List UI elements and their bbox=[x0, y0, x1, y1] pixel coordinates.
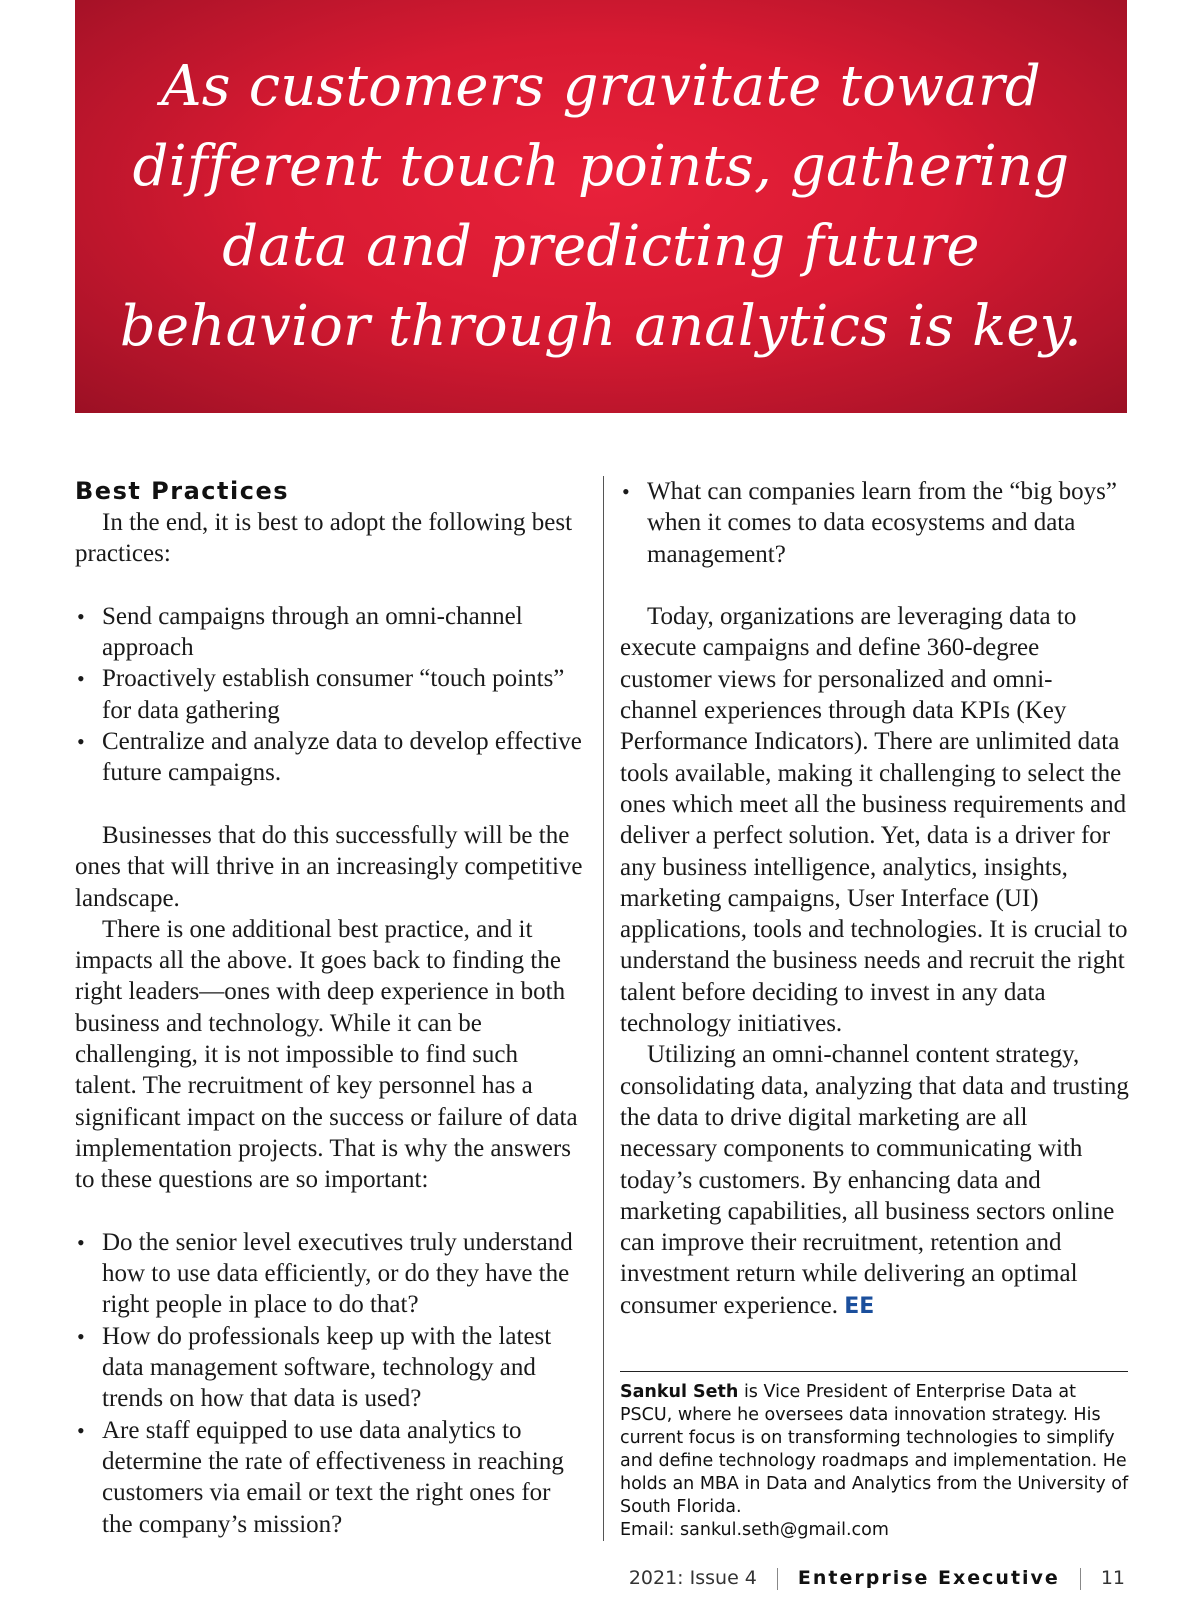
list-item: • Proactively establish consumer “touch points” for data gathering bbox=[75, 663, 585, 726]
page-footer bbox=[629, 1567, 1125, 1590]
intro-paragraph: In the end, it is best to adopt the following best practices: bbox=[75, 509, 573, 568]
column-divider bbox=[603, 476, 604, 1541]
pull-quote-banner bbox=[75, 0, 1127, 413]
section-heading: Best Practices bbox=[75, 477, 290, 505]
questions-list-continued bbox=[620, 476, 1130, 570]
author-email: Email: sankul.seth@gmail.com bbox=[620, 1520, 889, 1540]
body-paragraph: There is one additional best practice, and it impacts all the above. It goes back to finding the right leaders—ones with deep experience in both business and technology. While it can be challenging, it is not impossible to find such talent. The recruitment of key personnel has a significant impact on the success or failure of data implementation projects. That is why the answers to these questions are so important: bbox=[75, 915, 578, 1194]
bio-divider bbox=[620, 1371, 1128, 1372]
closing-paragraph-text: Utilizing an omni-channel content strategy, consolidating data, analyzing that data and trusting the data to drive digital marketing are all necessary components to communicating with today’s customers. By enhancing data and marketing capabilities, all business sectors online can improve their recruitment, retention and investment return while delivering an optimal consumer experience. bbox=[620, 1041, 1129, 1319]
right-column bbox=[620, 476, 1130, 1322]
list-item: • Centralize and analyze data to develop effective future campaigns. bbox=[75, 726, 585, 789]
footer-separator bbox=[1080, 1568, 1081, 1590]
footer-separator bbox=[777, 1568, 778, 1590]
body-paragraph bbox=[620, 1039, 1130, 1322]
pull-quote-text: As customers gravitate toward different touch points, gathering data and predicting future behavior through analytics is key. bbox=[119, 53, 1083, 359]
author-bio bbox=[620, 1381, 1130, 1542]
page-number: 11 bbox=[1100, 1567, 1125, 1589]
author-name: Sankul Seth bbox=[620, 1382, 739, 1402]
list-item: • Are staff equipped to use data analytics to determine the rate of effectiveness in reaching customers via email or text the right ones for the company’s mission? bbox=[75, 1415, 585, 1540]
left-column bbox=[75, 476, 585, 1540]
list-item: • Do the senior level executives truly understand how to use data efficiently, or do they have the right people in place to do that? bbox=[75, 1227, 585, 1321]
publication-name: Enterprise Executive bbox=[797, 1567, 1060, 1589]
list-item: • What can companies learn from the “big boys” when it comes to data ecosystems and data management? bbox=[620, 476, 1130, 570]
questions-list bbox=[75, 1227, 585, 1540]
author-description: is Vice President of Enterprise Data at PSCU, where he oversees data innovation strategy. His current focus is on transforming technologies to simplify and define technology roadmaps and implementation. He holds an MBA in Data and Analytics from the University of South Florida. bbox=[620, 1382, 1129, 1517]
issue-label: 2021: Issue 4 bbox=[628, 1567, 757, 1589]
end-mark-logo: EE bbox=[844, 1293, 875, 1319]
list-item: • Send campaigns through an omni-channel approach bbox=[75, 601, 585, 664]
body-paragraph: Today, organizations are leveraging data to execute campaigns and define 360-degree customer views for personalized and omni-channel experiences through data KPIs (Key Performance Indicators). There are unlimited data tools available, making it challenging to select the ones which meet all the business requirements and deliver a perfect solution. Yet, data is a driver for any business intelligence, analytics, insights, marketing campaigns, User Interface (UI) applications, tools and technologies. It is crucial to understand the business needs and recruit the right talent before deciding to invest in any data technology initiatives. bbox=[620, 603, 1128, 1038]
best-practices-list bbox=[75, 601, 585, 789]
list-item: • How do professionals keep up with the latest data management software, technology and trends on how that data is used? bbox=[75, 1321, 585, 1415]
body-paragraph: Businesses that do this successfully will be the ones that will thrive in an increasingly competitive landscape. bbox=[75, 821, 583, 912]
